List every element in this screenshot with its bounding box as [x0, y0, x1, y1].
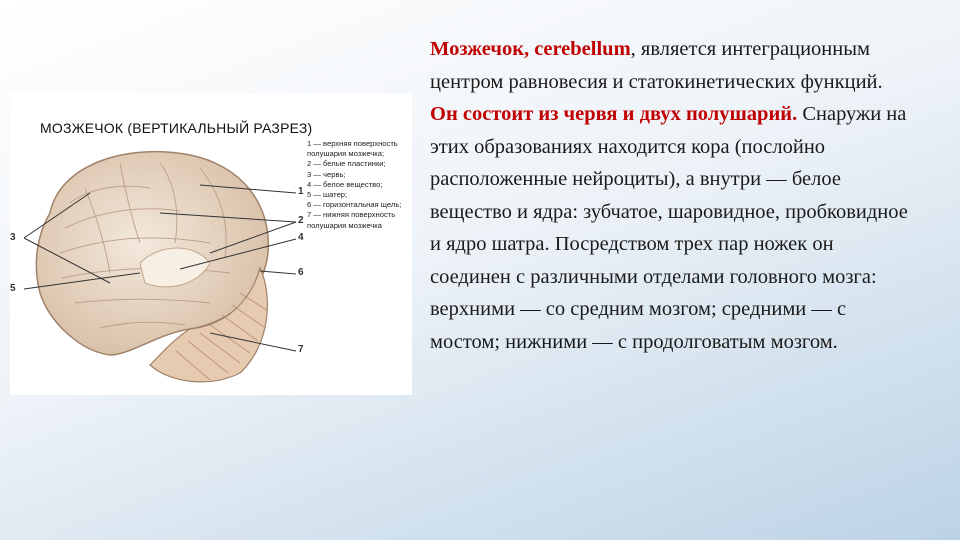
callout-5: 5: [10, 283, 16, 294]
legend-item: 6 — горизонтальная щель;: [307, 200, 402, 210]
callout-1: 1: [298, 186, 304, 197]
legend-item: 2 — белые пластинки;: [307, 159, 386, 169]
figure-title: МОЗЖЕЧОК (ВЕРТИКАЛЬНЫЙ РАЗРЕЗ): [40, 120, 313, 136]
callout-7: 7: [298, 344, 304, 355]
callout-4: 4: [298, 232, 304, 243]
term-heading: Мозжечок, cerebellum: [430, 38, 631, 60]
text-part-1: , является интеграционным центром равновесия и статокинетических функций.: [430, 38, 883, 93]
legend-item: 3 — червь;: [307, 169, 346, 179]
description-text: [430, 33, 910, 358]
figure-panel: [10, 93, 412, 395]
legend-item: 4 — белое вещество;: [307, 179, 383, 189]
highlight-text: Он состоит из червя и двух полушарий.: [430, 103, 798, 125]
figure-legend: [307, 139, 411, 231]
text-part-2: Снаружи на этих образованиях находится кора (послойно расположенные нейроциты), а внутри — белое вещество и ядра: зубчатое, шаровидное, пробковидное и ядро шатра. Посредством трех пар ножек он соединен с различными отделами головного мозга: верхними — со средним мозгом; средними — с мостом; нижними — с продолговатым мозгом.: [430, 103, 908, 353]
callout-6: 6: [298, 267, 304, 278]
legend-item: 5 — шатер;: [307, 190, 348, 200]
callout-2: 2: [298, 215, 304, 226]
legend-item: 7 — нижняя поверхность полушария мозжечка: [307, 210, 396, 230]
callout-3: 3: [10, 232, 16, 243]
legend-item: 1 — верхняя поверхность полушария мозжечка;: [307, 139, 398, 159]
